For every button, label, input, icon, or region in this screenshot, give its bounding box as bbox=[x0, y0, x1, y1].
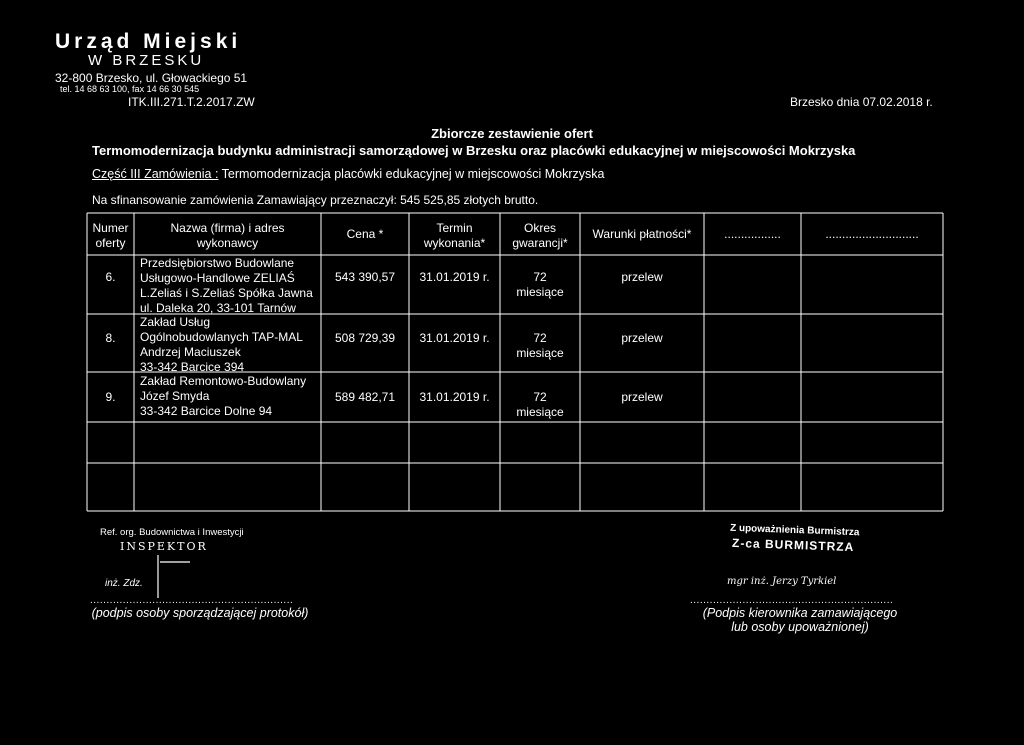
document-title: Zbiorcze zestawienie ofert bbox=[431, 126, 593, 141]
row-1-number: 6. bbox=[105, 270, 116, 284]
header-name: Nazwa (firma) i adres wykonawcy bbox=[170, 221, 285, 250]
document-subtitle: Termomodernizacja budynku administracji samorządowej w Brzesku oraz placówki edukacyjnej w miejscowości Mokrzyska bbox=[92, 143, 856, 158]
row-2-number: 8. bbox=[105, 331, 116, 345]
row-1-term: 31.01.2019 r. bbox=[419, 270, 490, 284]
row-2-warranty: 72 miesiące bbox=[516, 331, 564, 360]
right-stamp-line-1: Z upoważnienia Burmistrza bbox=[729, 522, 860, 539]
row-2-term: 31.01.2019 r. bbox=[419, 331, 490, 345]
row-3-price: 589 482,71 bbox=[334, 390, 396, 404]
right-signature-dots: .............................................................. bbox=[690, 595, 894, 606]
order-part-label: Część III Zamówienia : bbox=[92, 167, 219, 181]
row-3-payment: przelew bbox=[621, 390, 663, 404]
org-address: 32-800 Brzesko, ul. Głowackiego 51 bbox=[55, 71, 248, 85]
row-3-warranty: 72 miesiące bbox=[516, 390, 564, 419]
row-3-number: 9. bbox=[105, 390, 116, 404]
row-2-payment: przelew bbox=[621, 331, 663, 345]
row-1-price: 543 390,57 bbox=[334, 270, 396, 284]
header-payment: Warunki płatności* bbox=[592, 227, 692, 241]
reference-number: ITK.III.271.T.2.2017.ZW bbox=[128, 95, 255, 109]
order-part-text: Termomodernizacja placówki edukacyjnej w miejscowości Mokrzyska bbox=[218, 167, 605, 181]
right-stamp-line-2: Z-ca BURMISTRZA bbox=[731, 535, 855, 555]
row-1-name: Przedsiębiorstwo Budowlane Usługowo-Handlowe ZELIAŚ L.Zeliaś i S.Zeliaś Spółka Jawna ul. Daleka 20, 33-101 Tarnów bbox=[140, 256, 313, 315]
left-stamp-line-2: INSPEKTOR bbox=[120, 540, 208, 553]
header-warranty: Okres gwarancji* bbox=[512, 221, 568, 250]
row-1-payment: przelew bbox=[621, 270, 663, 284]
org-name: Urząd Miejski bbox=[55, 30, 242, 53]
funding-statement: Na sfinansowanie zamówienia Zamawiający przeznaczył: 545 525,85 złotych brutto. bbox=[92, 193, 539, 207]
header-term: Termin wykonania* bbox=[423, 221, 486, 250]
org-phones: tel. 14 68 63 100, fax 14 66 30 545 bbox=[60, 84, 200, 94]
row-2-name: Zakład Usług Ogólnobudowlanych TAP-MAL Andrzej Maciuszek 33-342 Barcice 394 bbox=[140, 315, 303, 374]
header-price: Cena * bbox=[346, 227, 384, 241]
left-signature-name: inż. Zdz. bbox=[105, 578, 143, 589]
row-1-warranty: 72 miesiące bbox=[516, 270, 564, 299]
left-stamp-line-1: Ref. org. Budownictwa i Inwestycji bbox=[100, 527, 244, 538]
header-extra-1: ................. bbox=[724, 227, 781, 241]
org-subname: W BRZESKU bbox=[88, 52, 205, 69]
right-signature-name: mgr inż. Jerzy Tyrkiel bbox=[727, 576, 837, 587]
left-signature-caption: (podpis osoby sporządzającej protokół) bbox=[91, 606, 309, 620]
row-3-name: Zakład Remontowo-Budowlany Józef Smyda 33-342 Barcice Dolne 94 bbox=[140, 374, 307, 418]
header-number: Numer oferty bbox=[92, 221, 129, 250]
header-extra-2: ............................ bbox=[825, 227, 919, 241]
row-2-price: 508 729,39 bbox=[334, 331, 396, 345]
place-date: Brzesko dnia 07.02.2018 r. bbox=[790, 95, 933, 109]
row-3-term: 31.01.2019 r. bbox=[419, 390, 490, 404]
left-signature-dots: .............................................................. bbox=[90, 595, 294, 606]
right-signature-caption: (Podpis kierownika zamawiającego lub osoby upoważnionej) bbox=[702, 606, 898, 634]
